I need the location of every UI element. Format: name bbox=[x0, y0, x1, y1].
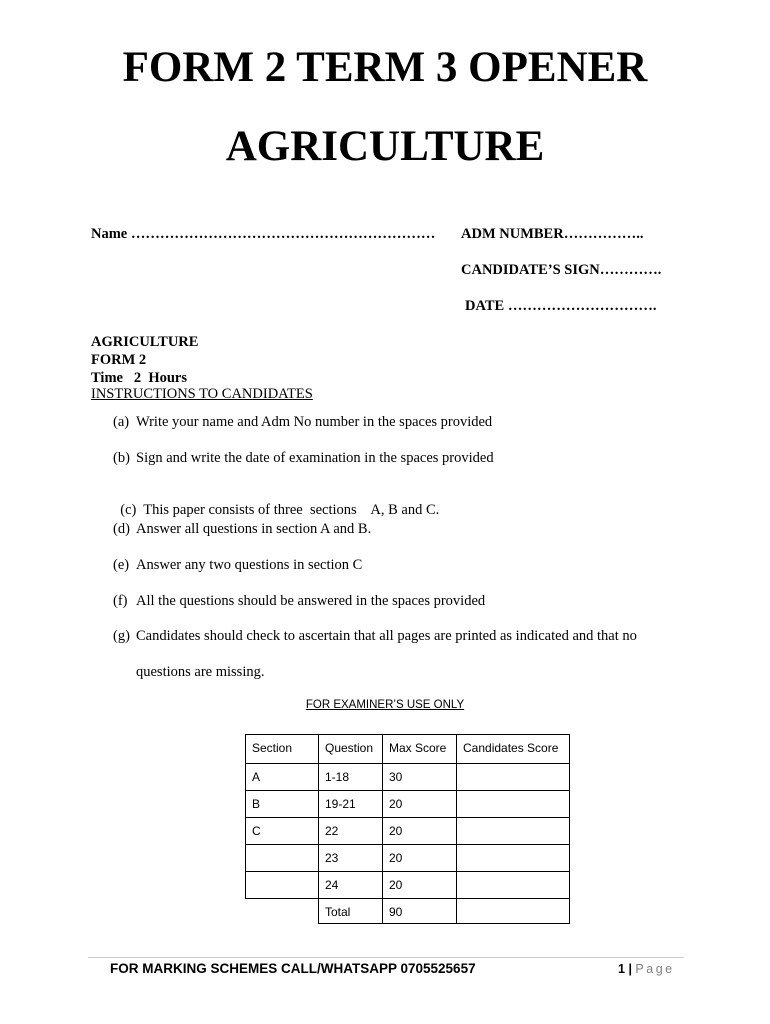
instruction-marker: (g) bbox=[113, 628, 130, 644]
instruction-marker: (a) bbox=[113, 414, 130, 430]
table-header-question: Question bbox=[318, 734, 383, 764]
table-cell-section bbox=[245, 871, 319, 899]
meta-time: Time 2 Hours bbox=[91, 370, 187, 386]
instruction-item bbox=[113, 557, 362, 574]
table-cell-max-score: 20 bbox=[382, 871, 457, 899]
page-number: 1 bbox=[618, 962, 625, 976]
table-cell-question: 23 bbox=[318, 844, 383, 872]
date-field: DATE …………………………. bbox=[465, 298, 657, 314]
instruction-item bbox=[113, 521, 371, 538]
table-cell-section: A bbox=[245, 763, 319, 791]
instruction-item bbox=[113, 485, 439, 519]
table-cell-max-score: 20 bbox=[382, 817, 457, 845]
footer-contact: FOR MARKING SCHEMES CALL/WHATSAPP 0705525657 bbox=[110, 961, 476, 976]
instruction-marker: (c) bbox=[120, 502, 137, 518]
meta-subject: AGRICULTURE bbox=[91, 334, 199, 350]
table-cell-max-score: 30 bbox=[382, 763, 457, 791]
table-cell-candidates-score bbox=[456, 871, 570, 899]
table-header-candidates-score: Candidates Score bbox=[456, 734, 570, 764]
instruction-item bbox=[113, 628, 637, 645]
table-total-candidates-score bbox=[456, 898, 570, 924]
page-separator: | bbox=[628, 962, 632, 976]
document-title: FORM 2 TERM 3 OPENER bbox=[122, 44, 648, 91]
instruction-text: This paper consists of three sections A, B and C. bbox=[143, 502, 440, 518]
table-cell-section: C bbox=[245, 817, 319, 845]
instruction-item bbox=[113, 414, 492, 431]
table-total-max-score: 90 bbox=[382, 898, 457, 924]
examiner-table-title: FOR EXAMINER’S USE ONLY bbox=[305, 699, 465, 711]
table-cell-question: 1-18 bbox=[318, 763, 383, 791]
table-cell-candidates-score bbox=[456, 817, 570, 845]
table-cell-max-score: 20 bbox=[382, 790, 457, 818]
instruction-text: All the questions should be answered in the spaces provided bbox=[136, 593, 486, 609]
table-cell-section bbox=[245, 844, 319, 872]
instruction-text: Sign and write the date of examination in the spaces provided bbox=[136, 450, 494, 466]
instruction-marker: (b) bbox=[113, 450, 130, 466]
table-header-max-score: Max Score bbox=[382, 734, 457, 764]
table-cell-question: 22 bbox=[318, 817, 383, 845]
instruction-text: Candidates should check to ascertain that all pages are printed as indicated and that no bbox=[136, 628, 637, 644]
meta-form: FORM 2 bbox=[91, 352, 147, 368]
instruction-text: Write your name and Adm No number in the spaces provided bbox=[136, 414, 493, 430]
table-cell-candidates-score bbox=[456, 763, 570, 791]
table-cell-section: B bbox=[245, 790, 319, 818]
instruction-text: Answer any two questions in section C bbox=[136, 557, 363, 573]
instructions-heading: INSTRUCTIONS TO CANDIDATES bbox=[91, 386, 313, 402]
table-total-label: Total bbox=[318, 898, 383, 924]
table-cell-question: 19-21 bbox=[318, 790, 383, 818]
footer-divider bbox=[88, 957, 684, 958]
instruction-item bbox=[113, 450, 494, 467]
table-cell-candidates-score bbox=[456, 844, 570, 872]
instruction-continuation: questions are missing. bbox=[136, 664, 265, 680]
subject-title: AGRICULTURE bbox=[225, 123, 545, 170]
name-field: Name ……………………………………………………… bbox=[91, 226, 436, 242]
table-cell-max-score: 20 bbox=[382, 844, 457, 872]
adm-number-field: ADM NUMBER…………….. bbox=[461, 226, 644, 242]
footer-page-indicator bbox=[618, 962, 675, 976]
instruction-marker: (d) bbox=[113, 521, 130, 537]
table-cell-question: 24 bbox=[318, 871, 383, 899]
table-cell-candidates-score bbox=[456, 790, 570, 818]
instruction-item bbox=[113, 593, 485, 610]
table-header-section: Section bbox=[245, 734, 319, 764]
instruction-marker: (f) bbox=[113, 593, 128, 609]
page-label: Page bbox=[635, 962, 675, 976]
candidate-sign-field: CANDIDATE’S SIGN…………. bbox=[461, 262, 662, 278]
instruction-marker: (e) bbox=[113, 557, 130, 573]
instruction-text: Answer all questions in section A and B. bbox=[136, 521, 372, 537]
